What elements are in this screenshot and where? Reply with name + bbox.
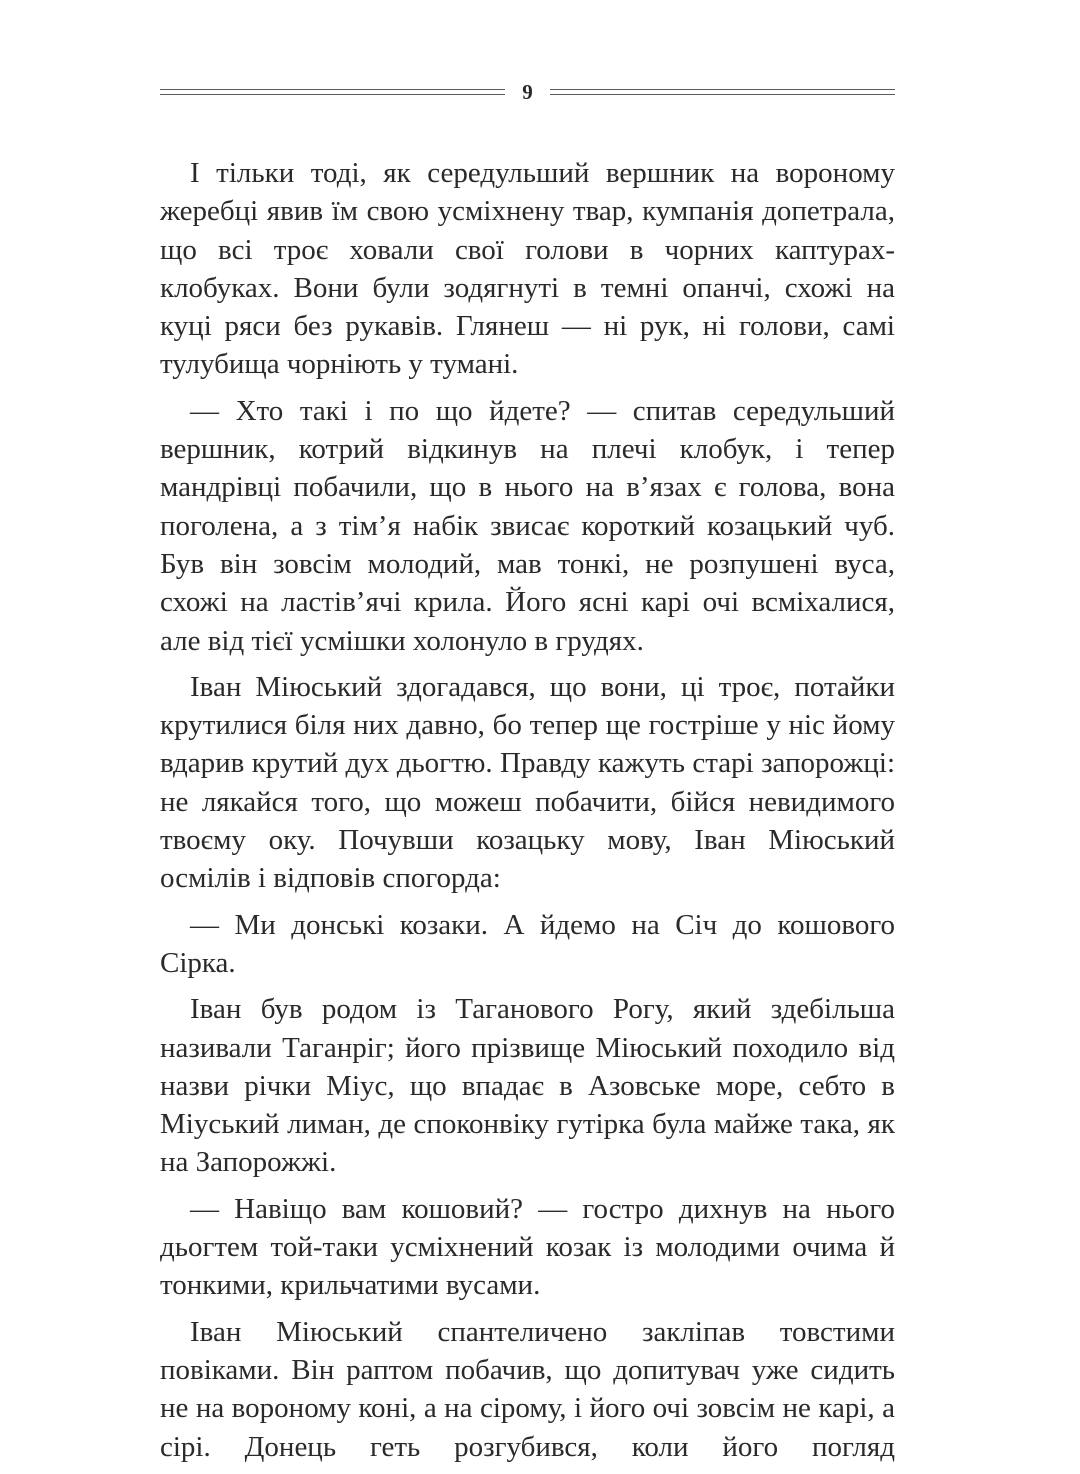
paragraph: Іван Міюський спантеличено закліпав товстими повіками. Він раптом побачив, що допитувач уже сидить не на вороному коні, а на сірому, і його очі зовсім не карі, а сірі. Донець геть розгубився, коли його погляд	[160, 1315, 895, 1463]
page-number: 9	[522, 80, 533, 104]
header-rule-right	[550, 89, 895, 95]
header-rule-left	[160, 89, 505, 95]
paragraph: І тільки тоді, як середульший вершник на вороному жеребці явив їм свою усміхнену твар, кумпанія допетрала, що всі троє ховали свої голови в чорних каптурах-клобуках. Вони були зодягнуті в темні опанчі, схожі на куці ряси без рукавів. Глянеш — ні рук, ні голови, самі тулубища чорніють у тумані.	[160, 157, 895, 381]
paragraph: — Ми донські козаки. А йдемо на Січ до кошового Сірка.	[160, 908, 895, 979]
body-text	[160, 154, 895, 1474]
paragraph: Іван був родом із Таганового Рогу, який здебільша називали Таганріг; його прізвище Міюський походило від назви річки Міус, що впадає в Азовське море, себто в Міуський лиман, де споконвіку гутірка була майже така, як на Запорожжі.	[160, 993, 895, 1179]
page-header	[160, 76, 895, 108]
paragraph: Іван Міюський здогадався, що вони, ці троє, потайки крутилися біля них давно, бо тепер ще гостріше у ніс йому вдарив крутий дух дьогтю. Правду кажуть старі запорожці: не лякайся того, що можеш побачити, бійся невидимого твоєму оку. Почувши козацьку мову, Іван Міюський осмілів і відповів спогорда:	[160, 670, 895, 895]
paragraph: — Навіщо вам кошовий? — гостро дихнув на нього дьогтем той-таки усміхнений козак із молодими очима й тонкими, крильчатими вусами.	[160, 1192, 895, 1302]
paragraph: — Хто такі і по що йдете? — спитав середульший вершник, котрий відкинув на плечі клобук, і тепер мандрівці побачили, що в нього на в’язах є голова, вона поголена, а з тім’я набік звисає короткий козацький чуб. Був він зовсім молодий, мав тонкі, не розпушені вуса, схожі на ластів’ячі крила. Його ясні карі очі всміхалися, але від тієї усмішки холонуло в грудях.	[160, 394, 895, 657]
